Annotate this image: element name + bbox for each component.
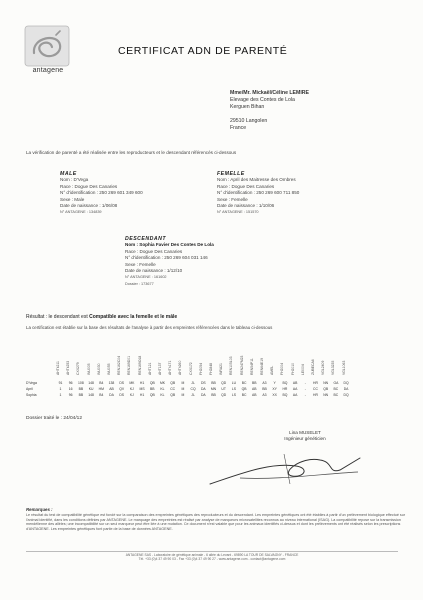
- genotype-cell: DA: [200, 393, 206, 397]
- certification-note: La certification est établie sur la base des résultats de l'analyse à partir des empreintes référencées dans le tableau ci-dessous: [26, 325, 273, 330]
- genotype-cell: QB: [323, 387, 329, 391]
- genotype-cell: BC: [333, 393, 339, 397]
- genotype-cell: B4: [99, 381, 104, 385]
- genotype-cell: QB: [149, 393, 155, 397]
- genotype-cell: BB: [78, 387, 84, 391]
- genotype-cell: BB: [211, 381, 216, 385]
- marker-label: VGL1063: [341, 360, 346, 375]
- genotype-cell: BB: [150, 387, 155, 391]
- offspring-heading: DESCENDANT: [125, 236, 167, 242]
- marker-label: REN54P11: [249, 358, 254, 375]
- marker-label: FH2848: [209, 362, 213, 375]
- marker-label: REN162C04: [117, 355, 122, 375]
- genotype-cell: XY: [272, 387, 277, 391]
- genotype-cell: LS: [231, 387, 236, 391]
- remarks-body: Le résultat du test de compatibilité génétique est fondé sur la comparaison des empreintes génétiques des reproducteurs et du descendant. Les empreintes génétiques ont été établies à partir d'un prélèvement biologique effectué sur l'animal identifié, dans les conditions définies par ANTAGENE. Le marquage des empreintes est réalisé par analyse de marqueurs microsatellites reconnus au niveau international (ISAG). La compatibilité repose sur la transmission mendélienne des allèles; une incompatibilité sur un seul marqueur peut être liée à une mutation. Ce document n'est valable que pour les animaux identifiés ci-dessus et dont les prélèvements ont été réalisés selon les prescriptions d'ANTAGENE. Les empreintes génétiques font partie de la base de données ANTAGENE.: [26, 512, 406, 532]
- genotype-cell: HR: [313, 393, 318, 397]
- genotype-cell: MN: [210, 387, 217, 391]
- remarks-block: [26, 508, 406, 532]
- genotype-cell: HR: [313, 381, 318, 385]
- offspring-block: [125, 236, 325, 287]
- genotype-cell: QD: [221, 381, 227, 385]
- genotype-cell: GA: [333, 381, 339, 385]
- marker-label: CXX172: [188, 362, 193, 375]
- genotype-cell: -: [304, 387, 306, 391]
- genotype-row-label: April: [26, 387, 33, 391]
- marker-label: AMEL: [270, 365, 275, 375]
- genotype-cell: 1: [59, 393, 62, 397]
- marker-label: INU055: [107, 363, 111, 375]
- male-block: [60, 171, 210, 216]
- offspring-sex: Sexe : Femelle: [125, 261, 156, 267]
- genotype-cell: BB: [78, 393, 84, 397]
- genotype-cell: -: [304, 381, 306, 385]
- marker-label: AHTk211: [56, 361, 60, 375]
- female-sex: Sexe : Femelle: [217, 196, 248, 202]
- genotype-cell: NN: [323, 393, 329, 397]
- marker-label: LEI004: [300, 364, 305, 375]
- marker-label: REN169O18: [137, 355, 142, 375]
- genotype-cell: JL: [191, 381, 195, 385]
- addressee-line: France: [230, 124, 247, 131]
- female-block: [217, 171, 397, 216]
- genotype-cell: A3: [262, 393, 267, 397]
- marker-label: AHTh171: [168, 360, 173, 375]
- genotype-cell: KL: [160, 387, 165, 391]
- footer: [26, 551, 398, 562]
- genotype-cell: BB: [252, 381, 257, 385]
- remarks-heading: Remarques :: [26, 507, 53, 512]
- genotype-cell: JL: [191, 393, 195, 397]
- marker-label: FH2010: [290, 362, 295, 375]
- male-heading: MALE: [60, 171, 77, 177]
- genotype-cell: AB: [292, 381, 298, 385]
- genotype-cell: BQ: [282, 381, 288, 385]
- genotype-cell: AB: [109, 387, 114, 391]
- genotype-cell: 96: [68, 393, 73, 397]
- marker-label: VGL2409: [321, 360, 326, 375]
- genotype-cell: AA: [292, 387, 298, 391]
- female-heading: FEMELLE: [217, 171, 245, 177]
- offspring-id: N° d'identification : 250 269 604 031 146: [125, 255, 208, 261]
- genotype-cell: 108: [78, 381, 84, 385]
- female-ref: N° ANTAGENE : 151570: [217, 210, 259, 215]
- genotype-cell: BC: [241, 393, 247, 397]
- genotype-cell: DS: [119, 393, 125, 397]
- genotype-cell: NN: [323, 381, 329, 385]
- genotype-row-label: D'Vega: [26, 381, 37, 385]
- signatory-block: [260, 430, 350, 442]
- genotype-cell: UT: [221, 387, 226, 391]
- genotype-cell: AA: [292, 393, 298, 397]
- genotype-cell: AB: [252, 393, 257, 397]
- genotype-cell: DQ: [343, 393, 349, 397]
- offspring-birth: Date de naissance : 1/12/10: [125, 268, 183, 274]
- marker-label: REN169D01: [127, 355, 132, 375]
- genotype-cell: MS: [139, 387, 145, 391]
- genotype-cell: KJ: [129, 387, 134, 391]
- male-sex: Sexe : Male: [60, 196, 85, 202]
- genotype-cell: BQ: [282, 393, 288, 397]
- genotype-cell: CC: [313, 387, 318, 391]
- signatory-name: Lina MUSELET: [289, 430, 321, 435]
- genotype-cell: CC: [170, 387, 176, 391]
- genotype-cell: 16: [68, 387, 73, 391]
- genotype-cell: DS: [119, 381, 125, 385]
- female-id: N° d'identification : 250 269 600 711 850: [217, 190, 300, 196]
- genotype-cell: BB: [211, 393, 216, 397]
- signatory-title: Ingénieur généticien: [284, 436, 326, 441]
- genotype-cell: 148: [88, 381, 94, 385]
- genotype-cell: -: [304, 393, 306, 397]
- marker-label: FH2004: [280, 362, 285, 375]
- genotype-cell: QB: [170, 393, 176, 397]
- genotype-cell: M: [181, 387, 185, 391]
- marker-label: AHT137: [158, 362, 162, 375]
- genotype-cell: CQ: [190, 387, 196, 391]
- marker-label: ZUBECA6: [311, 359, 315, 375]
- genotype-table: [26, 381, 406, 405]
- genotype-cell: DQ: [343, 381, 349, 385]
- genotype-cell: DA: [200, 387, 206, 391]
- genotype-cell: KJ: [129, 393, 134, 397]
- genotype-cell: XX: [272, 393, 277, 397]
- genotype-cell: BC: [333, 387, 339, 391]
- offspring-ref: N° ANTAGENE : 161602: [125, 275, 167, 280]
- footer-line: Tél. +33 (0)4 37 49 90 03 - Fax +33 (0)4 37 49 90 27 - www.antagene.com - contact@antagene.com: [138, 557, 286, 562]
- genotype-cell: KL: [160, 393, 165, 397]
- male-id: N° d'identification : 250 269 601 349 600: [60, 190, 143, 196]
- genotype-cell: LU: [231, 381, 237, 385]
- marker-label: CXX279: [76, 362, 81, 375]
- intro-text: La vérification de parenté a été réalisée entre les reproducteurs et le descendant référencés ci-dessous: [26, 150, 237, 155]
- genotype-cell: DA: [343, 387, 349, 391]
- genotype-cell: H1: [139, 393, 145, 397]
- genotype-cell: 138: [108, 381, 115, 385]
- genotype-cell: 1: [59, 387, 62, 391]
- marker-label: VGL3235: [331, 360, 336, 375]
- genotype-cell: QB: [241, 387, 247, 391]
- offspring-breed: Race : Dogue Des Canaries: [125, 248, 183, 254]
- genotype-cell: 91: [58, 381, 63, 385]
- male-breed: Race : Dogue Des Canaries: [60, 183, 118, 189]
- male-name: Nom : D'Vega: [60, 177, 89, 183]
- result-prefix: Résultat : le descendant est: [26, 314, 88, 320]
- genotype-cell: M: [181, 393, 185, 397]
- marker-label: AHTh260: [178, 360, 183, 375]
- genotype-cell: QD: [221, 393, 227, 397]
- marker-label: AHTk253: [66, 360, 71, 375]
- genotype-cell: QV: [119, 387, 125, 391]
- genotype-cell: B4: [99, 393, 104, 397]
- male-ref: N° ANTAGENE : 134839: [60, 210, 102, 215]
- genotype-cell: MK: [159, 381, 166, 385]
- antagene-logo-icon: [22, 23, 72, 73]
- result-line: [26, 314, 406, 320]
- marker-label: AHT121: [147, 362, 152, 375]
- marker-label: FH2054: [198, 362, 203, 375]
- genotype-cell: DS: [200, 381, 206, 385]
- female-birth: Date de naissance : 1/10/06: [217, 203, 275, 209]
- genotype-cell: H1: [139, 381, 145, 385]
- marker-label: REN64E19: [260, 358, 264, 375]
- addressee-line: Kerguen Bihan: [230, 104, 265, 111]
- genotype-cell: BB: [262, 387, 267, 391]
- footer-line: ANTAGENE SAS - Laboratoire de génétique animale - 6 allée du Levant - 69890 LA TOUR DE SALVAGNY - FRANCE: [125, 553, 299, 557]
- processing-date: Dossier traité le : 24/04/12: [26, 416, 82, 421]
- offspring-case: Dossier : 173677: [125, 281, 154, 286]
- genotype-cell: QB: [149, 381, 155, 385]
- addressee-line: 29510 Langolen: [230, 117, 268, 124]
- genotype-cell: 148: [88, 393, 94, 397]
- genotype-cell: A3: [262, 381, 267, 385]
- addressee-name: Mme/Mr. Mickaël/Céline LEMIRE: [230, 90, 309, 96]
- marker-label: REN247M23: [239, 355, 244, 375]
- marker-label: INRA21: [219, 363, 224, 375]
- genotype-cell: Y: [273, 381, 276, 385]
- genotype-cell: QB: [170, 381, 176, 385]
- marker-label: INU005: [86, 363, 91, 375]
- result-verdict: Compatible avec la femelle et le mâle: [89, 314, 178, 320]
- genotype-cell: M: [181, 381, 185, 385]
- marker-label: INU030: [96, 363, 101, 375]
- male-birth: Date de naissance : 1/06/08: [60, 203, 118, 209]
- genotype-cell: AB: [252, 387, 257, 391]
- handwritten-signature-icon: [200, 444, 370, 494]
- female-name: Nom : April des Maitresse des Ombres: [217, 177, 296, 183]
- addressee-block: [230, 90, 410, 132]
- document-title: CERTIFICAT ADN DE PARENTÉ: [118, 45, 288, 57]
- genotype-cell: 96: [68, 381, 73, 385]
- genotype-cell: MK: [129, 381, 135, 385]
- female-breed: Race : Dogue Des Canaries: [217, 183, 275, 189]
- genotype-row-label: Sophia: [26, 393, 37, 397]
- genotype-cell: HM: [98, 387, 104, 391]
- addressee-line: Elevage des Contes de Lola: [230, 97, 295, 104]
- genotype-cell: KU: [88, 387, 94, 391]
- genotype-cell: HR: [282, 387, 288, 391]
- genotype-cell: DA: [109, 393, 114, 397]
- offspring-name: Nom : Sophia Favier Des Contes De Lola: [125, 242, 214, 248]
- genotype-cell: BC: [241, 381, 247, 385]
- marker-label: REN105L03: [229, 356, 234, 375]
- logo-text: antagene: [32, 67, 64, 74]
- genotype-cell: LS: [231, 393, 236, 397]
